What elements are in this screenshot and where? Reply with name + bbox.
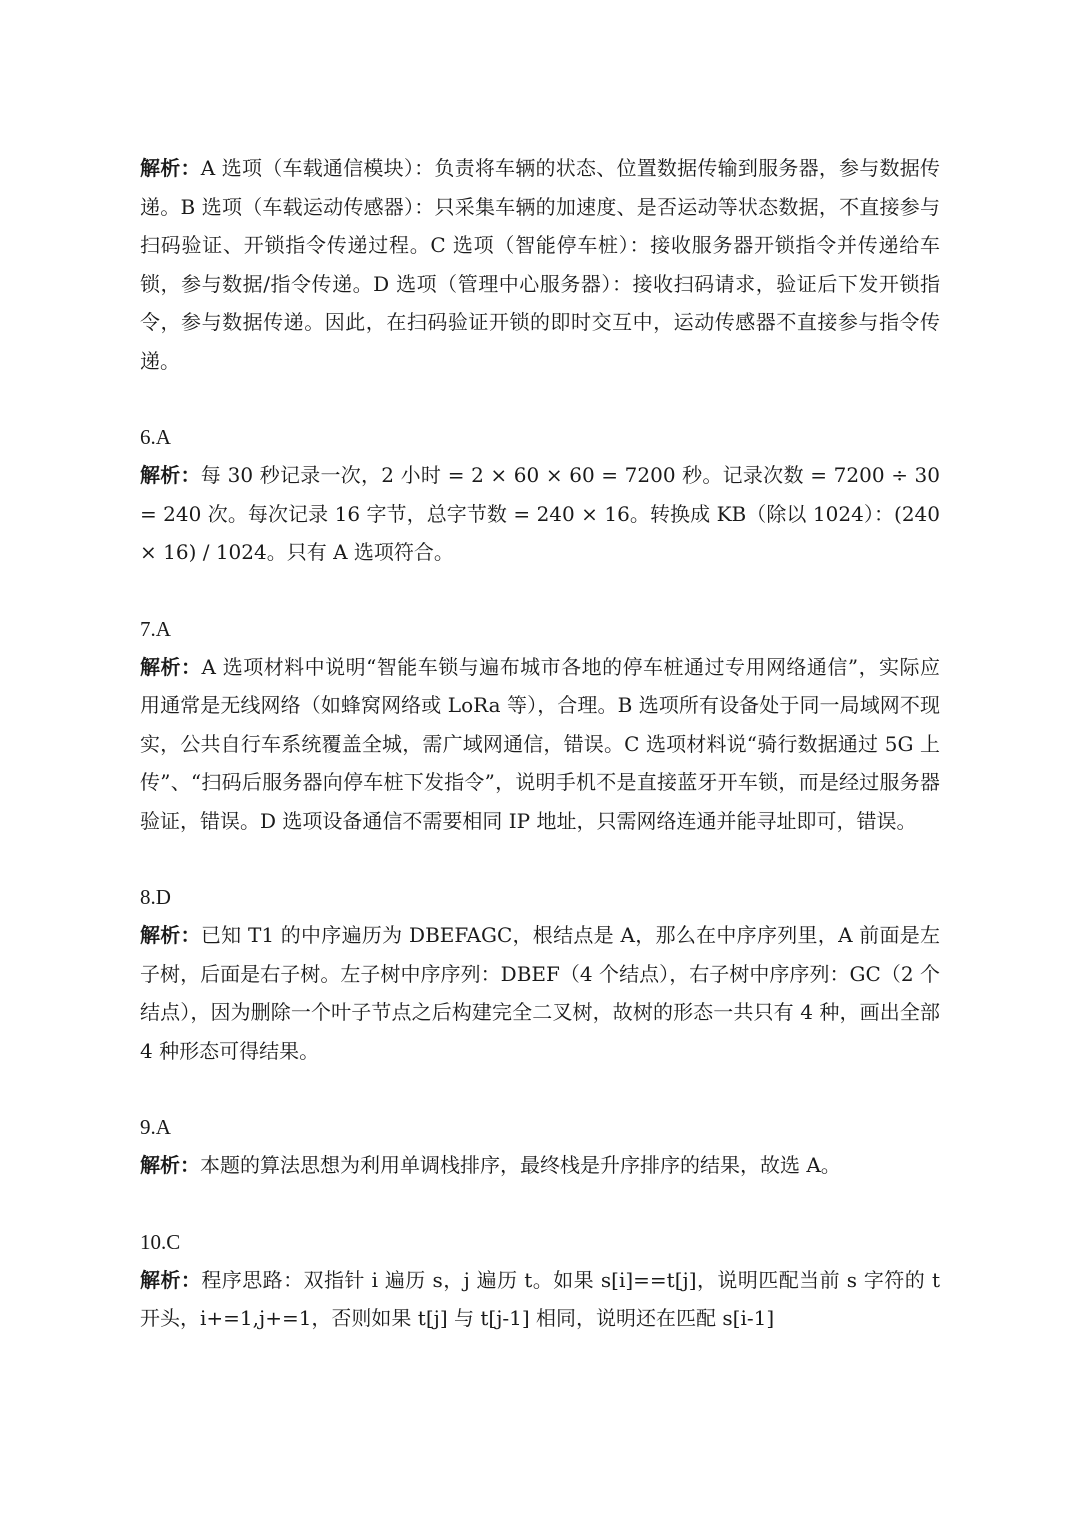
answer-section-6 bbox=[140, 418, 940, 572]
analysis-paragraph bbox=[140, 1261, 940, 1338]
analysis-paragraph bbox=[140, 648, 940, 841]
question-number: 9.A bbox=[140, 1115, 171, 1139]
analysis-label: 解析： bbox=[140, 1153, 200, 1177]
question-number: 7.A bbox=[140, 616, 171, 641]
analysis-label: 解析： bbox=[140, 463, 201, 487]
analysis-text: 本题的算法思想为利用单调栈排序，最终栈是升序排序的结果，故选 A。 bbox=[200, 1153, 841, 1177]
answer-section-5 bbox=[140, 149, 940, 380]
analysis-text: 程序思路：双指针 i 遍历 s，j 遍历 t。如果 s[i]==t[j]，说明匹配当前 s 字符的 t 开头，i+=1,j+=1，否则如果 t[j] 与 t[j-1] 相同，说明还在匹配 s[i-1] bbox=[140, 1267, 941, 1330]
analysis-paragraph bbox=[140, 149, 940, 380]
analysis-label: 解析： bbox=[140, 654, 202, 679]
answer-section-9 bbox=[140, 1108, 940, 1185]
analysis-label: 解析： bbox=[140, 923, 201, 947]
answer-section-10 bbox=[140, 1223, 940, 1338]
answer-section-7 bbox=[140, 610, 940, 841]
analysis-label: 解析： bbox=[140, 1267, 202, 1292]
question-number: 6.A bbox=[140, 425, 171, 449]
answer-section-8 bbox=[140, 878, 940, 1070]
analysis-text: 每 30 秒记录一次，2 小时 = 2 × 60 × 60 = 7200 秒。记录次数 = 7200 ÷ 30 = 240 次。每次记录 16 字节，总字节数 = 240 × 16。转换成 KB（除以 1024）：(240 × 16) / 1024。只有 A 选项符合。 bbox=[140, 463, 941, 564]
analysis-paragraph bbox=[140, 1146, 940, 1185]
analysis-label: 解析： bbox=[140, 156, 201, 180]
analysis-text: 已知 T1 的中序遍历为 DBEFAGC，根结点是 A，那么在中序序列里，A 前面是左子树，后面是右子树。左子树中序序列：DBEF（4 个结点），右子树中序序列：GC（2 个结点），因为删除一个叶子节点之后构建完全二叉树，故树的形态一共只有 4 种，画出全部 4 种形态可得结果。 bbox=[140, 923, 940, 1063]
analysis-text: A 选项材料中说明“智能车锁与遍布城市各地的停车桩通过专用网络通信”，实际应用通常是无线网络（如蜂窝网络或 LoRa 等），合理。B 选项所有设备处于同一局域网不现实，公共自行车系统覆盖全城，需广域网通信，错误。C 选项材料说“骑行数据通过 5G 上传”、“扫码后服务器向停车桩下发指令”，说明手机不是直接蓝牙开车锁，而是经过服务器验证，错误。D 选项设备通信不需要相同 IP 地址，只需网络连通并能寻址即可，错误。 bbox=[140, 654, 941, 833]
question-number: 10.C bbox=[140, 1229, 181, 1254]
analysis-paragraph bbox=[140, 456, 940, 572]
question-number: 8.D bbox=[140, 885, 171, 909]
analysis-text: A 选项（车载通信模块）：负责将车辆的状态、位置数据传输到服务器，参与数据传递。B 选项（车载运动传感器）：只采集车辆的加速度、是否运动等状态数据，不直接参与扫码验证、开锁指令传递过程。C 选项（智能停车桩）：接收服务器开锁指令并传递给车锁，参与数据/指令传递。D 选项（管理中心服务器）：接收扫码请求，验证后下发开锁指令，参与数据传递。因此，在扫码验证开锁的即时交互中，运动传感器不直接参与指令传递。 bbox=[140, 156, 940, 373]
analysis-paragraph bbox=[140, 916, 940, 1070]
